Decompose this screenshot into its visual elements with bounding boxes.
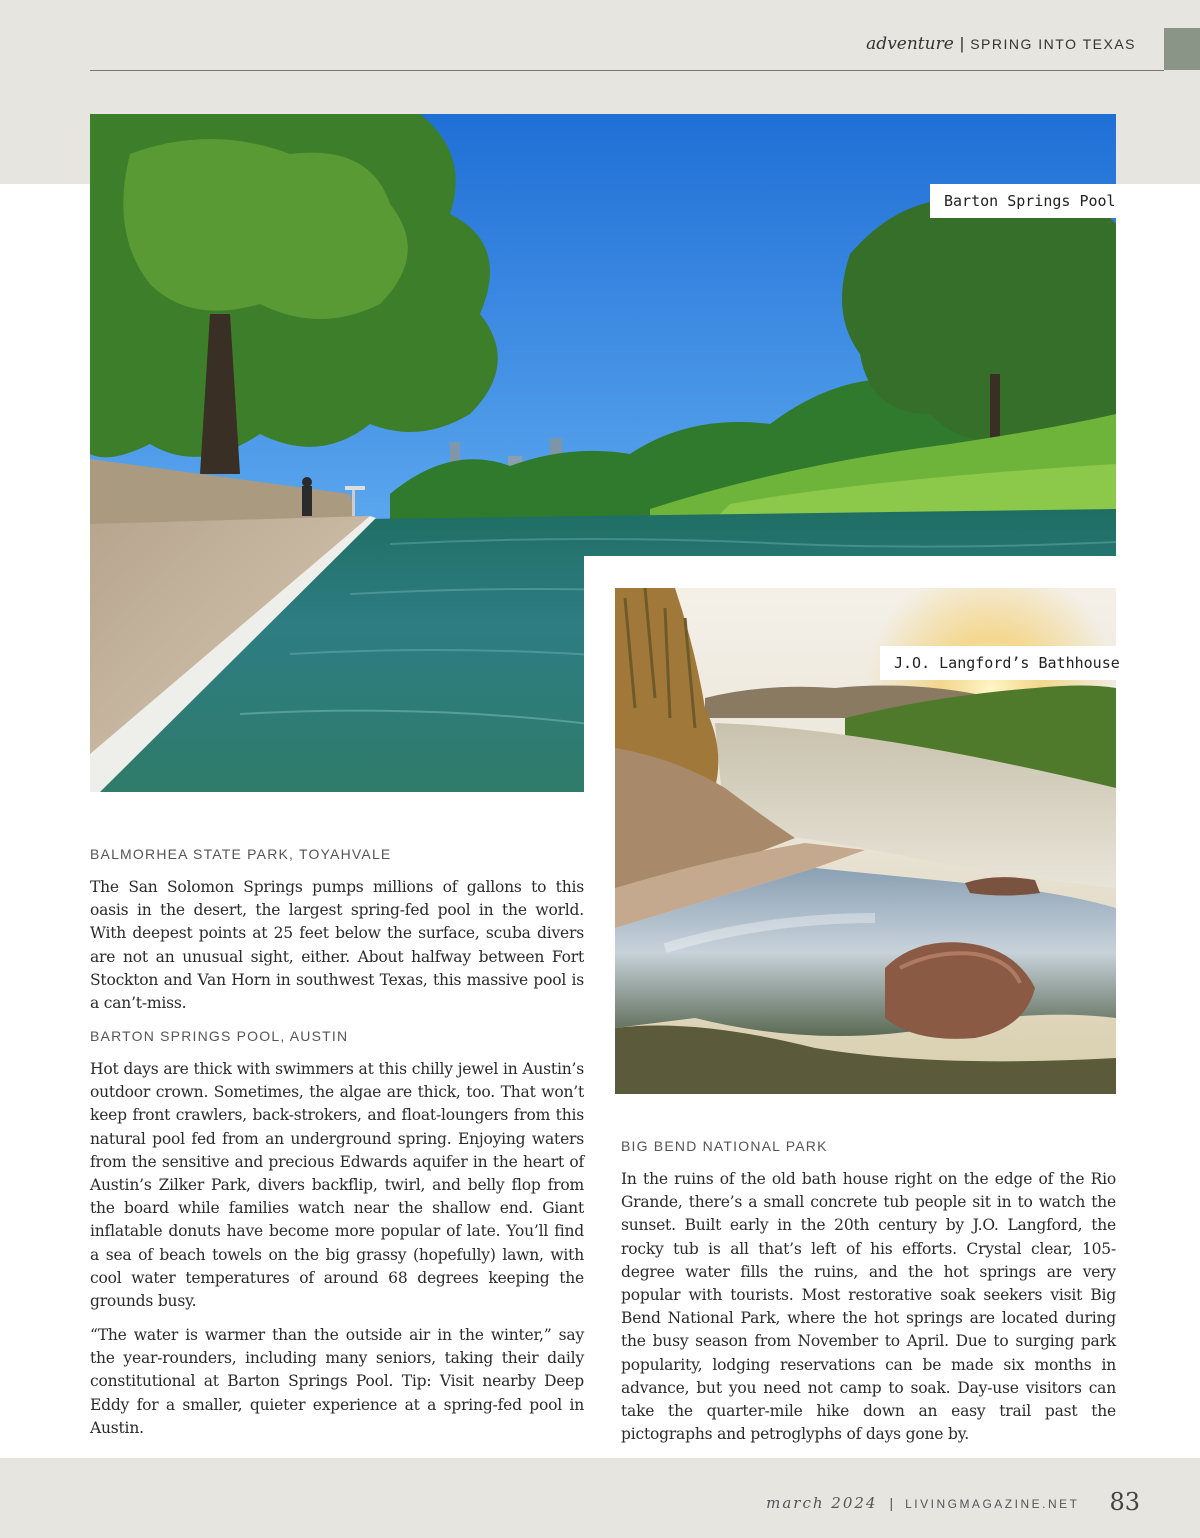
footer-issue-date: march 2024: [766, 1494, 878, 1512]
big-bend-paragraph: In the ruins of the old bath house right on the edge of the Rio Grande, there’s a small concrete tub people sit in to watch the sunset. Built early in the 20th century by J.O. Langford, the rocky tub is all that’s left of his efforts. Crystal clear, 105-degree water fills the ruins, and the hot springs are very popular with tourists. Most restorative soak seekers visit Big Bend National Park, where the hot springs are located during the busy season from November to April. Due to surging park popularity, lodging reservations can be made six months in advance, but you need not camp to soak. Day-use visitors can take the quarter-mile hike down an easy trail past the pictographs and petroglyphs of days gone by.: [621, 1170, 1116, 1444]
footer-separator: |: [889, 1495, 894, 1511]
langford-photo-caption: J.O. Langford’s Bathhouse: [880, 646, 1142, 680]
page-number: 83: [1109, 1488, 1140, 1516]
header-section: adventure: [866, 34, 954, 54]
barton-paragraph-1: Hot days are thick with swimmers at this chilly jewel in Austin’s outdoor crown. Sometimes, the algae are thick, too. That won’t keep front crawlers, back-strokers, and float-loungers from this natural pool fed from an underground spring. Enjoying waters from the sensitive and precious Edwards aquifer in the heart of Austin’s Zilker Park, divers backflip, twirl, and belly flop from the board while families watch near the shallow end. Giant inflatable donuts have become more popular of late. You’ll find a sea of beach towels on the big grassy (hopefully) lawn, with cool water temperatures of around 68 degrees keeping the grounds busy.: [90, 1060, 584, 1311]
corner-tab: [1164, 28, 1200, 70]
running-header: [866, 34, 1136, 54]
header-rule: [90, 70, 1164, 71]
barton-heading: BARTON SPRINGS POOL, AUSTIN: [90, 1028, 349, 1044]
balmorhea-paragraph: The San Solomon Springs pumps millions of gallons to this oasis in the desert, the largest spring-fed pool in the world. With deepest points at 25 feet below the surface, scuba divers are not an unusual sight, either. About halfway between Fort Stockton and Van Horn in southwest Texas, this massive pool is a can’t-miss.: [90, 878, 584, 1013]
barton-paragraph-2: “The water is warmer than the outside air in the winter,” say the year-rounders, including many seniors, taking their daily constitutional at Barton Springs Pool. Tip: Visit nearby Deep Eddy for a smaller, quieter experience at a spring-fed pool in Austin.: [90, 1326, 584, 1437]
big-bend-heading: BIG BEND NATIONAL PARK: [621, 1138, 828, 1154]
footer-website: LIVINGMAGAZINE.NET: [905, 1497, 1080, 1511]
header-separator: |: [959, 34, 965, 53]
header-title: SPRING INTO TEXAS: [970, 36, 1136, 52]
barton-photo-caption: Barton Springs Pool: [930, 184, 1138, 218]
balmorhea-heading: BALMORHEA STATE PARK, TOYAHVALE: [90, 846, 392, 862]
page-footer: [766, 1486, 1140, 1514]
